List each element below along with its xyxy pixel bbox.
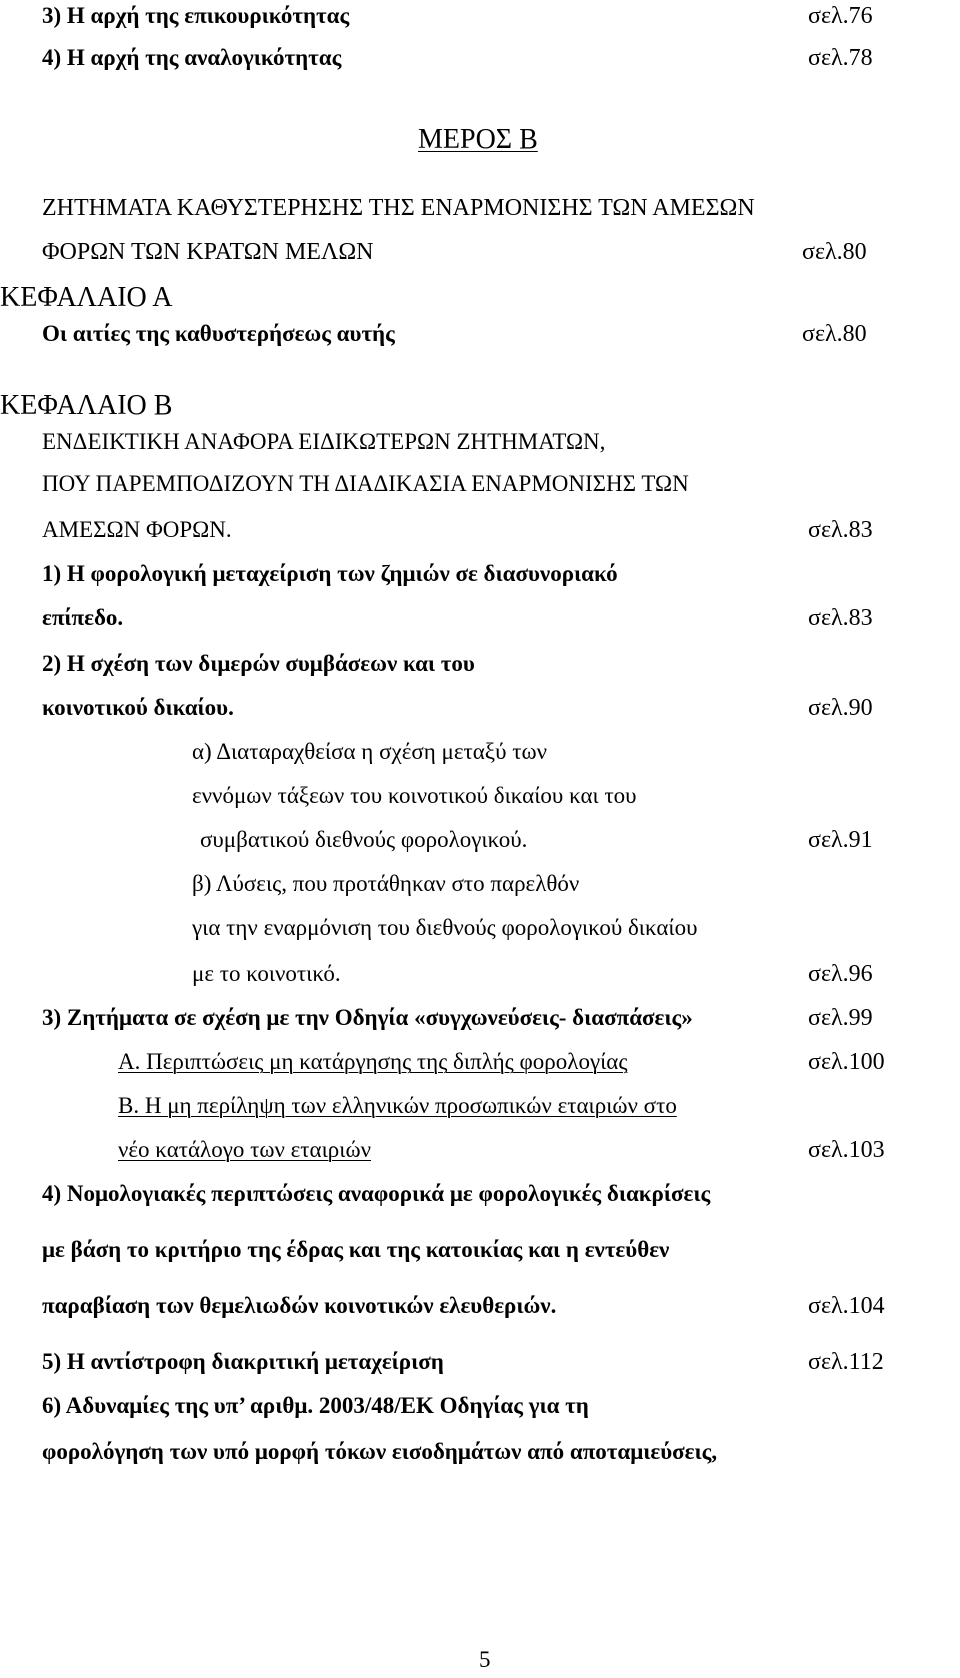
- toc-page-number: σελ.76: [808, 3, 873, 29]
- toc-page-number: σελ.100: [808, 1049, 885, 1075]
- toc-subentry-line: β) Λύσεις, που προτάθηκαν στο παρελθόν: [192, 871, 580, 896]
- toc-entry-proportionality: 4) Η αρχή της αναλογικότητας: [42, 45, 342, 70]
- part-heading-line: ΖΗΤΗΜΑΤΑ ΚΑΘΥΣΤΕΡΗΣΗΣ ΤΗΣ ΕΝΑΡΜΟΝΙΣΗΣ ΤΩΝ ΑΜΕΣΩΝ: [42, 195, 755, 221]
- chapter-b-heading: ΚΕΦΑΛΑΙΟ Β: [0, 390, 173, 421]
- toc-page-number: σελ.78: [808, 45, 873, 71]
- toc-subentry-line: α) Διαταραχθείσα η σχέση μεταξύ των: [192, 739, 547, 764]
- part-title: ΜΕΡΟΣ Β: [418, 124, 538, 155]
- toc-entry-causes: Οι αιτίες της καθυστερήσεως αυτής: [42, 321, 395, 346]
- chapter-b-title-line: ΑΜΕΣΩΝ ΦΟΡΩΝ.: [42, 517, 232, 542]
- toc-subentry-line: εννόμων τάξεων του κοινοτικού δικαίου και του: [192, 783, 637, 808]
- toc-entry-reverse-discrimination: 5) Η αντίστροφη διακριτική μεταχείριση: [42, 1349, 444, 1374]
- toc-page-number: σελ.80: [802, 239, 867, 265]
- toc-page-number: σελ.83: [808, 517, 873, 543]
- toc-page-number: σελ.83: [808, 605, 873, 631]
- part-heading-line: ΦΟΡΩΝ ΤΩΝ ΚΡΑΤΩΝ ΜΕΛΩΝ: [42, 239, 374, 265]
- toc-entry-bilateral-cont: κοινοτικού δικαίου.: [42, 695, 234, 720]
- toc-subentry-a: Α. Περιπτώσεις μη κατάργησης της διπλής φορολογίας: [118, 1049, 628, 1074]
- toc-subentry-line: για την εναρμόνιση του διεθνούς φορολογικού δικαίου: [192, 915, 698, 940]
- toc-page-number: σελ.91: [808, 827, 873, 853]
- chapter-b-title-line: ΠΟΥ ΠΑΡΕΜΠΟΔΙΖΟΥΝ ΤΗ ΔΙΑΔΙΚΑΣΙΑ ΕΝΑΡΜΟΝΙΣΗΣ ΤΩΝ: [42, 471, 689, 496]
- toc-page-number: σελ.112: [808, 1349, 884, 1375]
- toc-entry-directive-cont: φορολόγηση των υπό μορφή τόκων εισοδημάτων από αποταμιεύσεις,: [42, 1439, 718, 1464]
- toc-page-number: σελ.96: [808, 961, 873, 987]
- toc-entry-case-law-cont: με βάση το κριτήριο της έδρας και της κατοικίας και η εντεύθεν: [42, 1237, 670, 1262]
- chapter-a-heading: ΚΕΦΑΛΑΙΟ Α: [0, 282, 173, 313]
- toc-entry-directive: 6) Αδυναμίες της υπ’ αριθμ. 2003/48/ΕΚ Οδηγίας για τη: [42, 1393, 589, 1418]
- toc-page-number: σελ.99: [808, 1005, 873, 1031]
- toc-subentry-line: με το κοινοτικό.: [192, 961, 341, 986]
- toc-subentry-b: Β. Η μη περίληψη των ελληνικών προσωπικών εταιριών στο: [118, 1093, 677, 1118]
- toc-page-number: σελ.104: [808, 1293, 885, 1319]
- toc-entry-mergers: 3) Ζητήματα σε σχέση με την Οδηγία «συγχωνεύσεις- διασπάσεις»: [42, 1005, 693, 1030]
- toc-entry-bilateral: 2) Η σχέση των διμερών συμβάσεων και του: [42, 651, 475, 676]
- toc-entry-losses: 1) Η φορολογική μεταχείριση των ζημιών σε διασυνοριακό: [42, 561, 618, 586]
- chapter-b-title-line: ΕΝΔΕΙΚΤΙΚΗ ΑΝΑΦΟΡΑ ΕΙΔΙΚΩΤΕΡΩΝ ΖΗΤΗΜΑΤΩΝ,: [42, 429, 606, 454]
- toc-subentry-b-cont: νέο κατάλογο των εταιριών: [118, 1137, 371, 1162]
- page-number: 5: [479, 1647, 491, 1672]
- toc-page-number: σελ.90: [808, 695, 873, 721]
- toc-page-number: σελ.80: [802, 321, 867, 347]
- toc-entry-case-law-cont: παραβίαση των θεμελιωδών κοινοτικών ελευθεριών.: [42, 1293, 557, 1318]
- toc-entry-case-law: 4) Νομολογιακές περιπτώσεις αναφορικά με φορολογικές διακρίσεις: [42, 1181, 711, 1206]
- toc-subentry-line: συμβατικού διεθνούς φορολογικού.: [200, 827, 528, 852]
- toc-entry-losses-cont: επίπεδο.: [42, 605, 124, 630]
- toc-page-number: σελ.103: [808, 1137, 885, 1163]
- toc-entry-subsidiarity: 3) Η αρχή της επικουρικότητας: [42, 3, 350, 28]
